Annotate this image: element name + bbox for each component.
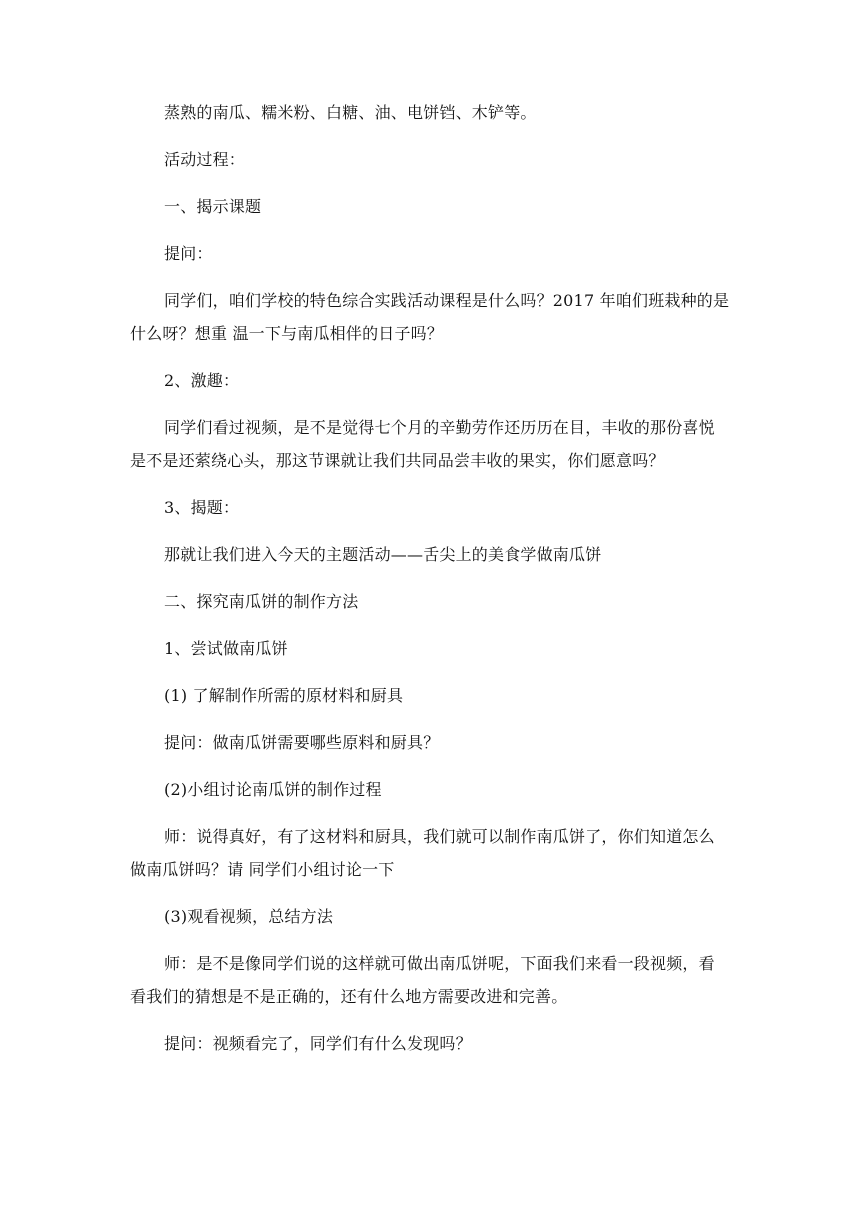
motivation-paragraph: 同学们看过视频，是不是觉得七个月的辛勤劳作还历历在目，丰收的那份喜悦是不是还萦绕心头，那这节课就让我们共同品尝丰收的果实，你们愿意吗？ (130, 418, 715, 470)
theme-paragraph: 那就让我们进入今天的主题活动——舌尖上的美食学做南瓜饼 (164, 545, 602, 564)
section-heading-method: 二、探究南瓜饼的制作方法 (164, 592, 359, 611)
topic-reveal-heading: 3、揭题： (164, 498, 240, 517)
step-1-question: 提问：做南瓜饼需要哪些原料和厨具？ (164, 733, 440, 752)
step-3-heading: (3)观看视频，总结方法 (164, 907, 334, 926)
step-1-heading: (1) 了解制作所需的原材料和厨具 (164, 686, 404, 705)
step-2-heading: (2)小组讨论南瓜饼的制作过程 (164, 780, 382, 799)
section-heading-reveal-topic: 一、揭示课题 (164, 197, 262, 216)
materials-paragraph: 蒸熟的南瓜、糯米粉、白糖、油、电饼铛、木铲等。 (164, 103, 537, 122)
step-2-paragraph: 师：说得真好，有了这材料和厨具，我们就可以制作南瓜饼了，你们知道怎么做南瓜饼吗？请 同学们小组讨论一下 (130, 827, 715, 879)
question-label: 提问： (164, 244, 213, 263)
document-body (130, 96, 730, 1074)
question-paragraph: 同学们，咱们学校的特色综合实践活动课程是什么吗？2017 年咱们班栽种的是什么呀？想重 温一下与南瓜相伴的日子吗？ (130, 291, 730, 343)
motivation-heading: 2、激趣： (164, 371, 240, 390)
final-question: 提问：视频看完了，同学们有什么发现吗？ (164, 1034, 472, 1053)
activity-process-heading: 活动过程： (164, 150, 246, 169)
step-3-paragraph: 师：是不是像同学们说的这样就可做出南瓜饼呢，下面我们来看一段视频，看看我们的猜想是不是正确的，还有什么地方需要改进和完善。 (130, 954, 715, 1006)
subheading-try-making: 1、尝试做南瓜饼 (164, 639, 288, 658)
